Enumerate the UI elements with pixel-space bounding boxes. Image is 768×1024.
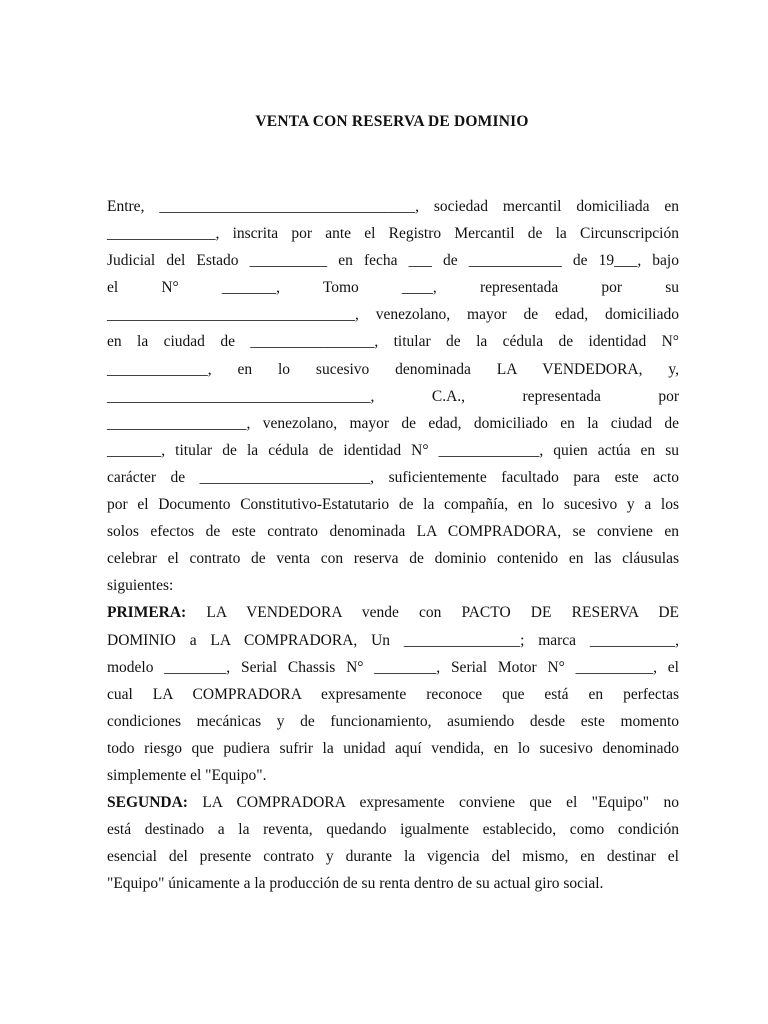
clause-first-line [107,789,679,816]
document-body [107,193,679,897]
text-line: modelo ________, Serial Chassis N° ________, Serial Motor N° __________, el [107,658,679,676]
text-line: esencial del presente contrato y durante la vigencia del mismo, en destinar el [107,848,679,866]
text-line: por el Documento Constitutivo-Estatutario de la compañía, en lo sucesivo y a los [107,496,679,514]
text-line: carácter de ______________________, suficientemente facultado para este acto [107,468,679,486]
text-line: el N° _______, Tomo ____, representada por su [107,279,679,297]
document-title: VENTA CON RESERVA DE DOMINIO [255,113,529,130]
clause-primera [107,599,679,789]
text-line: solos efectos de este contrato denominada LA COMPRADORA, se conviene en [107,523,679,541]
text-line: DOMINIO a LA COMPRADORA, Un _______________; marca ___________, [107,631,679,649]
text-line: "Equipo" únicamente a la producción de su renta dentro de su actual giro social. [107,875,604,893]
text-line: condiciones mecánicas y de funcionamiento, asumiendo desde este momento [107,712,679,730]
clause-label: SEGUNDA: [107,794,188,812]
preamble-paragraph [107,193,679,599]
text-line: está destinado a la reventa, quedando igualmente establecido, como condición [107,821,679,839]
clause-first-line-text: LA VENDEDORA vende con PACTO DE RESERVA DE [186,604,679,622]
text-line: _______, titular de la cédula de identidad N° _____________, quien actúa en su [107,441,679,459]
text-line: cual LA COMPRADORA expresamente reconoce que está en perfectas [107,685,679,703]
clause-first-line-text: LA COMPRADORA expresamente conviene que el "Equipo" no [187,794,679,812]
text-line: _____________, en lo sucesivo denominada LA VENDEDORA, y, [107,360,679,378]
text-line: ________________________________, venezolano, mayor de edad, domiciliado [107,306,679,324]
text-line: en la ciudad de ________________, titular de la cédula de identidad N° [107,333,679,351]
text-line: __________________, venezolano, mayor de edad, domiciliado en la ciudad de [107,414,679,432]
text-line: ______________, inscrita por ante el Registro Mercantil de la Circunscripción [107,225,679,243]
clause-label: PRIMERA: [107,604,187,622]
text-line: __________________________________, C.A., representada por [107,387,679,405]
text-line: celebrar el contrato de venta con reserva de dominio contenido en las cláusulas [107,550,679,568]
clause-segunda [107,789,679,897]
text-line: siguientes: [107,577,174,595]
text-line: Judicial del Estado __________ en fecha ___ de ____________ de 19___, bajo [107,252,679,270]
text-line: Entre, _________________________________, sociedad mercantil domiciliada en [107,198,679,215]
clause-first-line [107,599,679,626]
text-line: todo riesgo que pudiera sufrir la unidad aquí vendida, en lo sucesivo denominado [107,739,679,757]
text-line: simplemente el "Equipo". [107,766,267,784]
